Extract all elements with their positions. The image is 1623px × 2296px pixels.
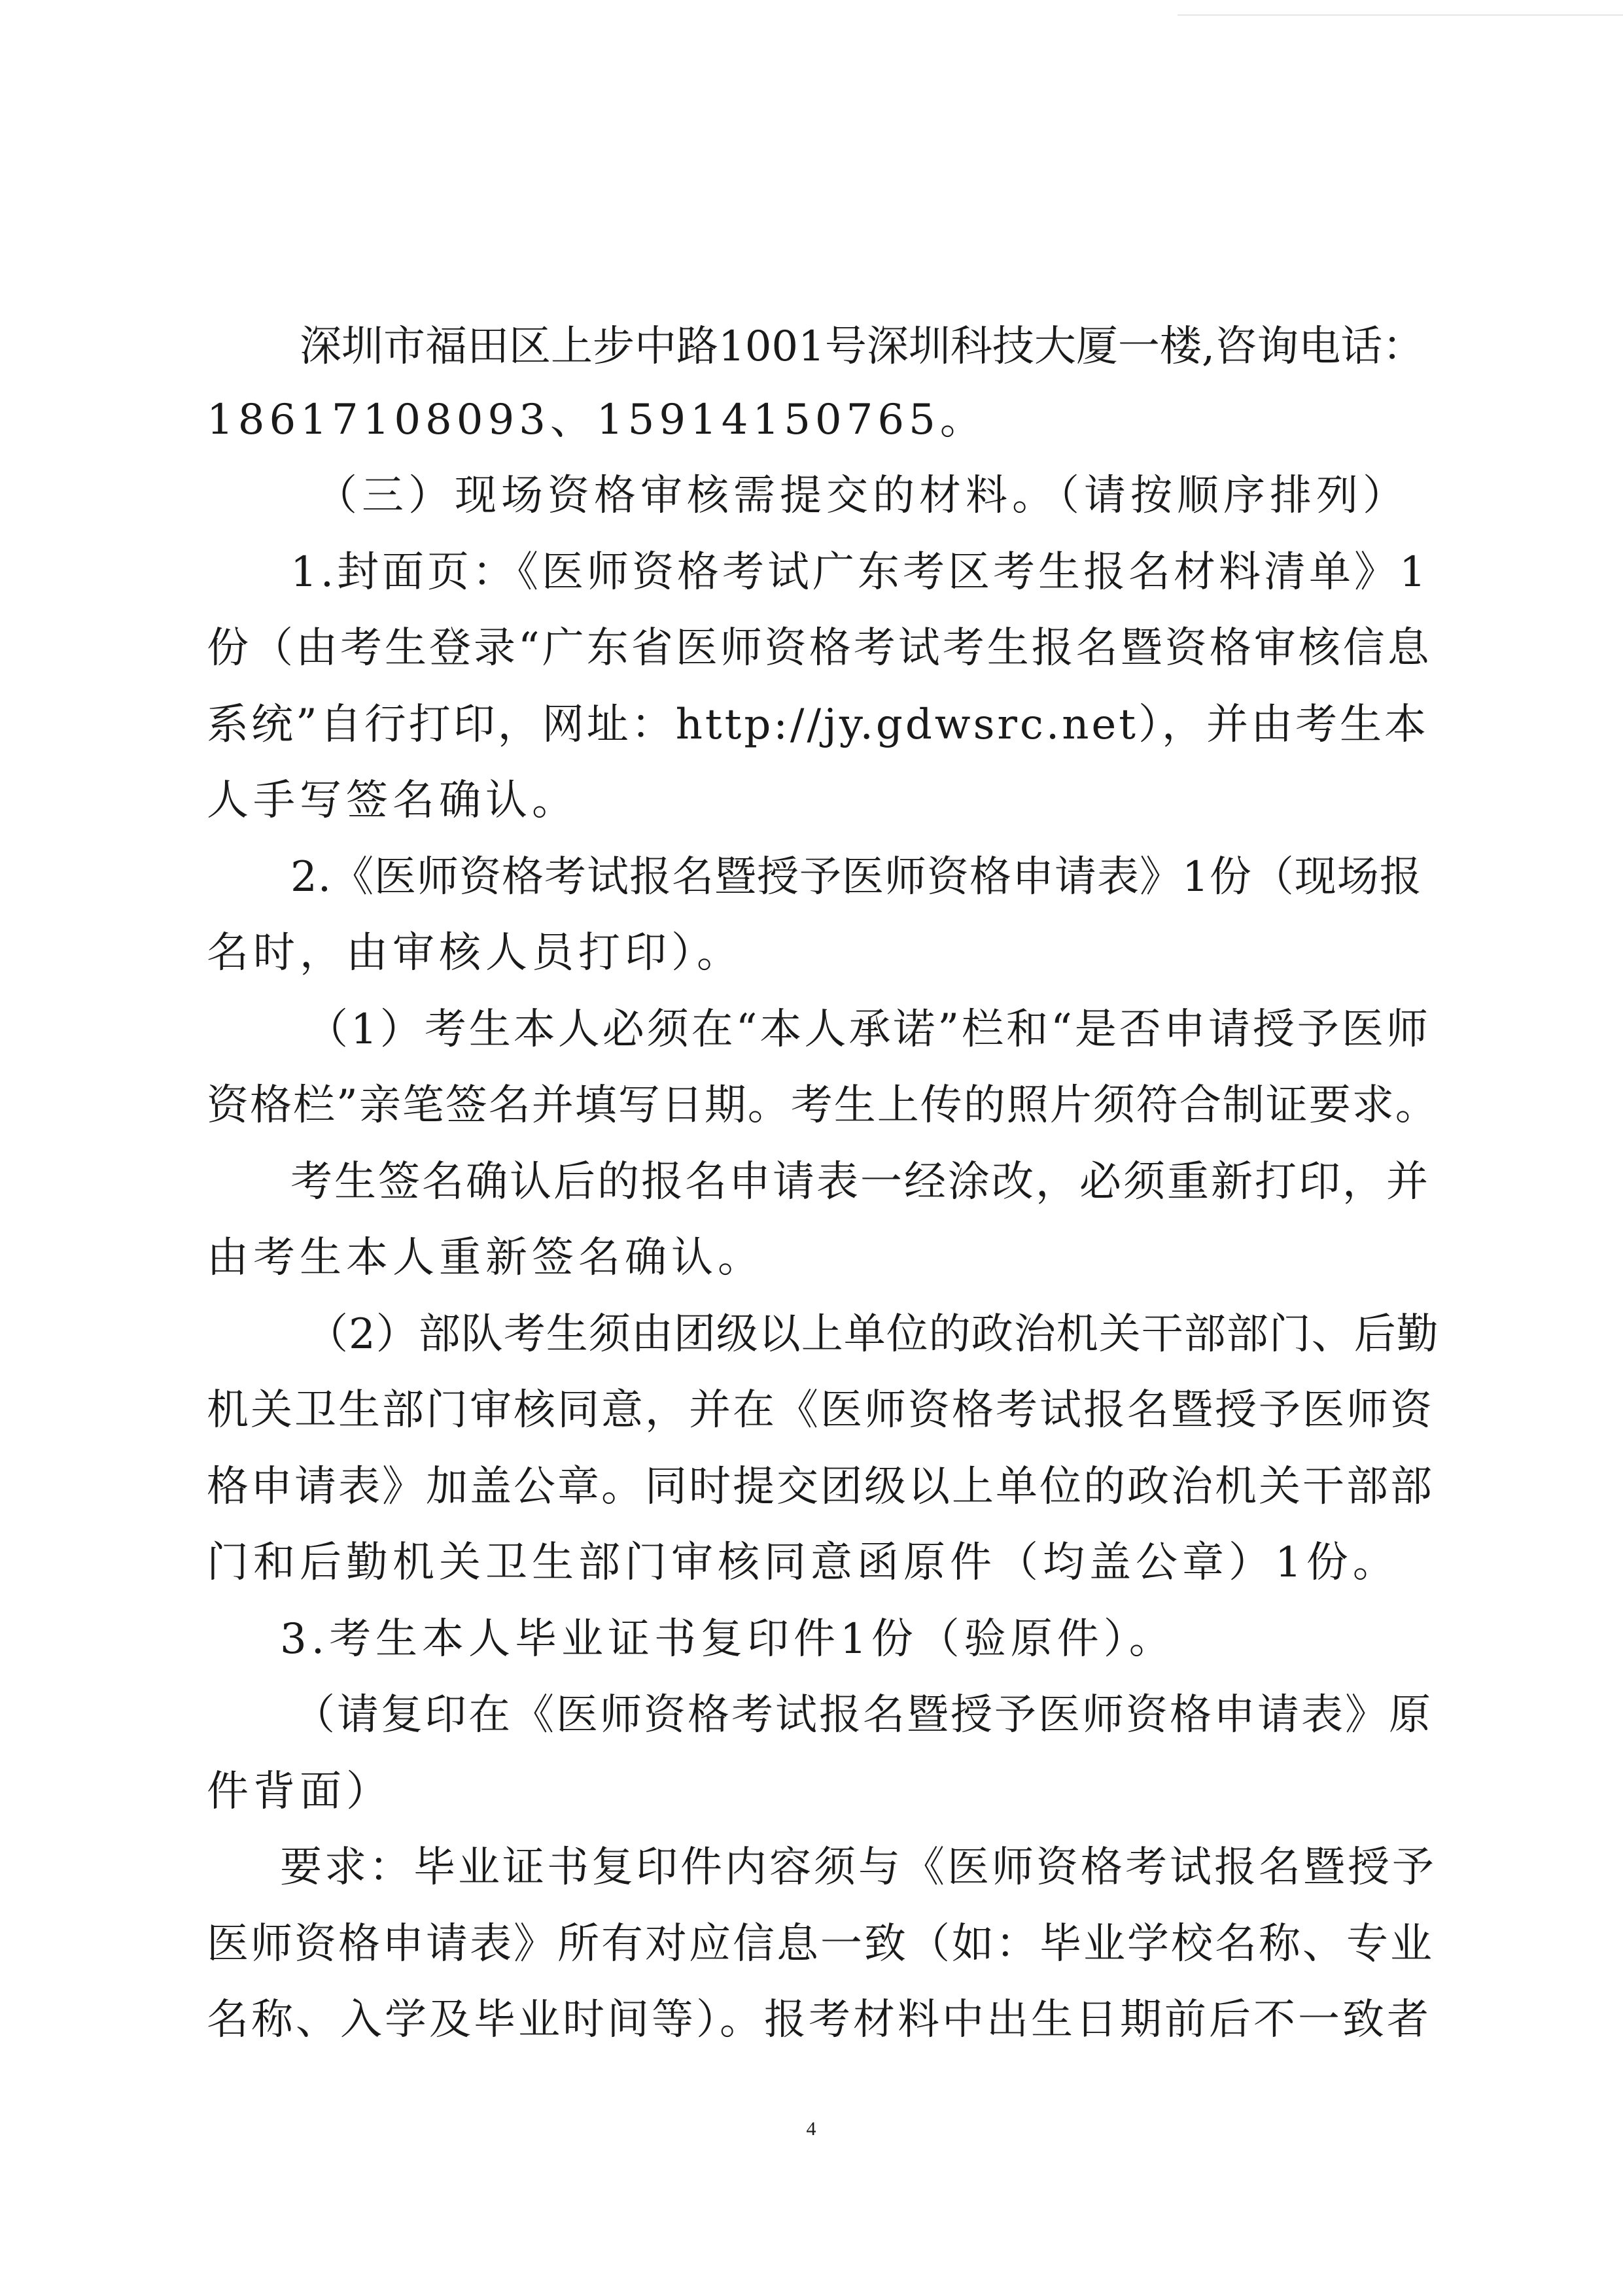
- text-line-item-2-sub-2: （2）部队考生须由团级以上单位的政治机关干部部门、后勤: [306, 1310, 1439, 1359]
- text-line-phone-numbers: 18617108093、15914150765。: [207, 396, 986, 444]
- text-line-item-2-sub-1-cont: 资格栏”亲笔签名并填写日期。考生上传的照片须符合制证要求。: [207, 1081, 1439, 1130]
- text-line-signature-note: 考生签名确认后的报名申请表一经涂改，必须重新打印，并: [290, 1158, 1430, 1206]
- text-line-item-2-sub-2-cont-2: 格申请表》加盖公章。同时提交团级以上单位的政治机关干部部: [207, 1463, 1434, 1511]
- text-line-address: 深圳市福田区上步中路1001号深圳科技大厦一楼,咨询电话：: [300, 322, 1425, 371]
- text-line-item-3-note: （请复印在《医师资格考试报名暨授予医师资格申请表》原: [293, 1691, 1433, 1739]
- text-line-item-2-sub-1: （1）考生本人必须在“本人承诺”栏和“是否申请授予医师: [306, 1005, 1431, 1054]
- text-line-item-2-sub-2-cont-1: 机关卫生部门审核同意，并在《医师资格考试报名暨授予医师资: [207, 1386, 1434, 1435]
- section-heading-materials: （三）现场资格审核需提交的材料。（请按顺序排列）: [315, 472, 1409, 520]
- text-line-item-1-cont-1: 份（由考生登录“广东省医师资格考试考生报名暨资格审核信息: [207, 624, 1432, 672]
- text-line-requirement-cont-1: 医师资格申请表》所有对应信息一致（如：毕业学校名称、专业: [207, 1920, 1434, 1968]
- text-line-signature-note-cont: 由考生本人重新签名确认。: [207, 1234, 764, 1282]
- text-line-item-1-cont-2: 系统”自行打印，网址：http://jy.gdwsrc.net），并由考生本: [207, 701, 1429, 749]
- text-line-item-1-cont-3: 人手写签名确认。: [207, 776, 578, 825]
- text-line-requirement-cont-2: 名称、入学及毕业时间等）。报考材料中出生日期前后不一致者: [207, 1996, 1431, 2044]
- text-line-item-2-cont: 名时，由审核人员打印）。: [207, 929, 743, 977]
- text-line-item-2: 2.《医师资格考试报名暨授予医师资格申请表》1份（现场报: [290, 853, 1422, 901]
- text-line-item-3: 3.考生本人毕业证书复印件1份（验原件）。: [280, 1615, 1176, 1663]
- text-line-item-1: 1.封面页：《医师资格考试广东考区考生报名材料清单》1: [290, 548, 1429, 597]
- page-number: 4: [806, 2118, 816, 2140]
- scan-edge-line: [1178, 14, 1623, 16]
- text-line-item-2-sub-2-cont-3: 门和后勤机关卫生部门审核同意函原件（均盖公章）1份。: [207, 1539, 1399, 1587]
- text-line-requirement: 要求：毕业证书复印件内容须与《医师资格考试报名暨授予: [280, 1843, 1437, 1892]
- text-line-item-3-note-cont: 件背面）: [207, 1767, 393, 1816]
